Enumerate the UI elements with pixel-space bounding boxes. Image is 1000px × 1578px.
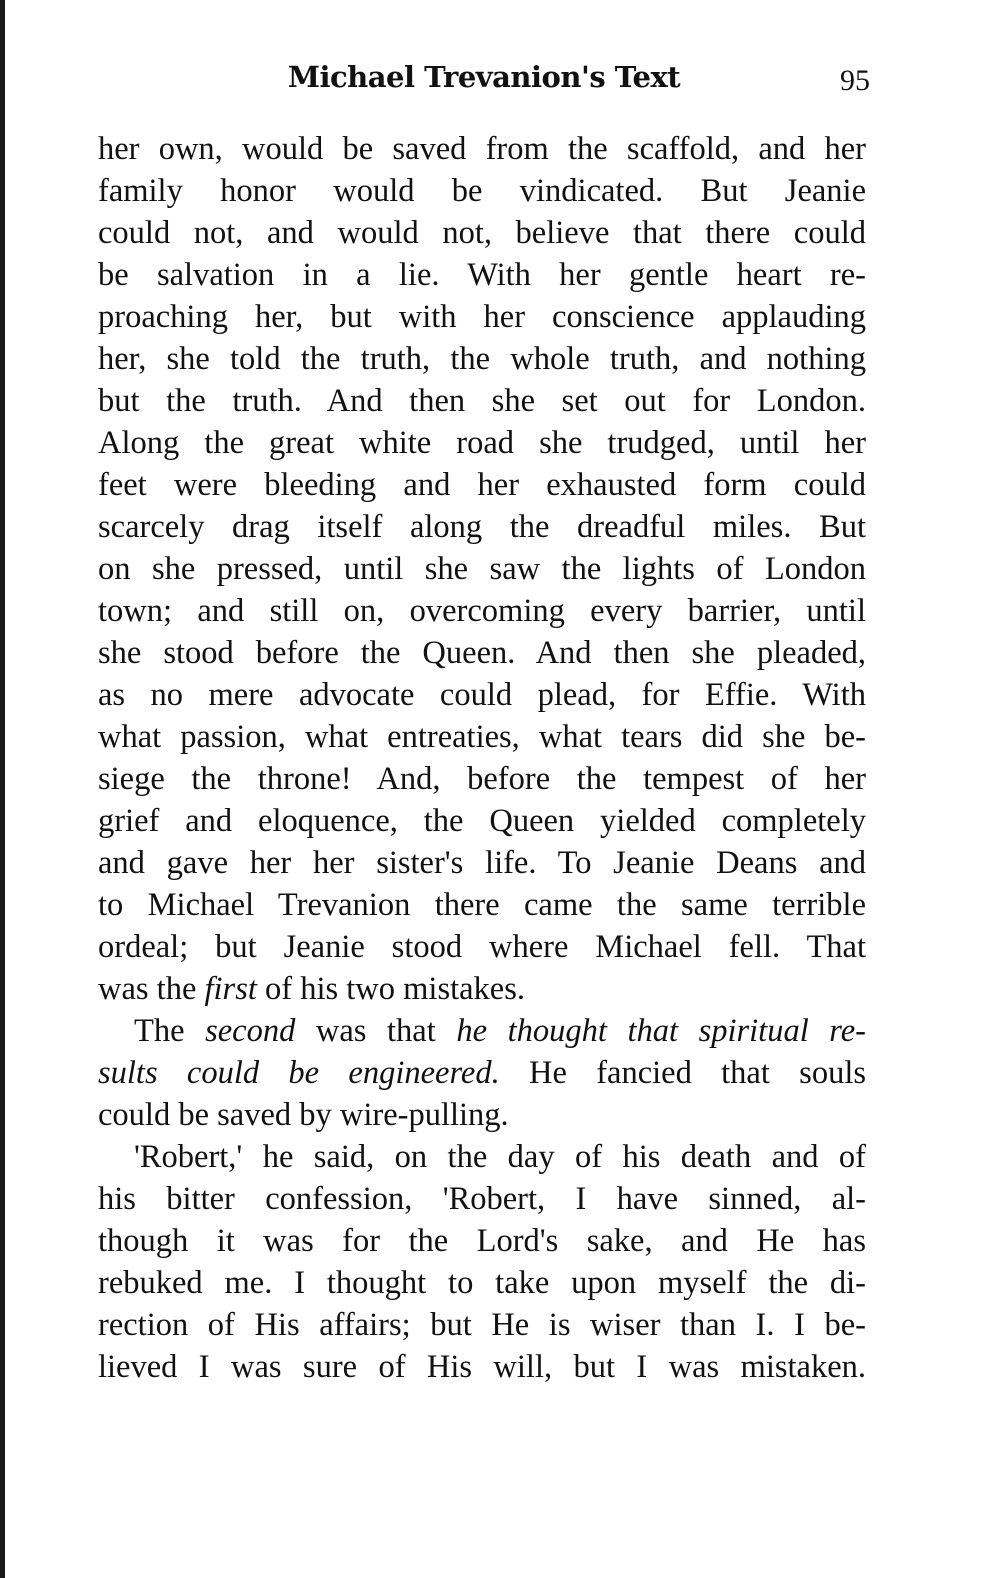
italic-text: sults could be engineered.: [98, 1055, 500, 1091]
text-line: [98, 1178, 866, 1220]
text-line: [98, 422, 866, 464]
text-segment: scarcely drag itself along the dreadful miles. But: [98, 509, 866, 545]
text-segment: be salvation in a lie. With her gentle heart re-: [98, 257, 866, 293]
text-segment: she stood before the Queen. And then she pleaded,: [98, 635, 866, 671]
text-segment: siege the throne! And, before the tempest of her: [98, 761, 866, 797]
text-segment: rection of His affairs; but He is wiser than I. I be-: [98, 1307, 866, 1343]
text-segment: family honor would be vindicated. But Jeanie: [98, 173, 866, 209]
text-segment: town; and still on, overcoming every barrier, until: [98, 593, 866, 629]
text-line: [98, 506, 866, 548]
text-segment: proaching her, but with her conscience applauding: [98, 299, 866, 335]
text-segment: lieved I was sure of His will, but I was mistaken.: [98, 1349, 866, 1385]
text-line: [98, 128, 866, 170]
text-segment: as no mere advocate could plead, for Effie. With: [98, 677, 866, 713]
text-segment: 'Robert,' he said, on the day of his death and of: [134, 1139, 866, 1175]
text-segment: ordeal; but Jeanie stood where Michael fell. That: [98, 929, 866, 965]
running-header: [98, 60, 870, 100]
text-segment: and gave her her sister's life. To Jeanie Deans and: [98, 845, 866, 881]
text-segment: Along the great white road she trudged, until her: [98, 425, 866, 461]
text-segment: rebuked me. I thought to take upon myself the di-: [98, 1265, 866, 1301]
text-line: [98, 884, 866, 926]
text-segment: feet were bleeding and her exhausted form could: [98, 467, 866, 503]
text-segment: though it was for the Lord's sake, and He has: [98, 1223, 866, 1259]
text-line: [98, 380, 866, 422]
text-line: [98, 968, 866, 1010]
italic-text: second: [205, 1013, 296, 1049]
text-segment: grief and eloquence, the Queen yielded completely: [98, 803, 866, 839]
text-line: [98, 674, 866, 716]
text-line: [98, 1052, 866, 1094]
text-line: [98, 1346, 866, 1388]
text-line: [98, 548, 866, 590]
text-line: [98, 170, 866, 212]
binding-edge: [0, 0, 5, 1578]
text-segment: but the truth. And then she set out for London.: [98, 383, 866, 419]
text-segment: on she pressed, until she saw the lights of London: [98, 551, 866, 587]
text-segment: could not, and would not, believe that there could: [98, 215, 866, 251]
text-segment: The: [134, 1013, 206, 1049]
text-line: [98, 464, 866, 506]
text-line: [98, 1010, 866, 1052]
italic-text: he thought that spiritual re-: [456, 1013, 866, 1049]
text-line: [98, 926, 866, 968]
running-title: Michael Trevanion's Text: [287, 60, 681, 94]
text-line: [98, 1304, 866, 1346]
text-segment: her, she told the truth, the whole truth, and nothing: [98, 341, 866, 377]
italic-text: first: [204, 971, 257, 1007]
text-line: [98, 842, 866, 884]
text-segment: could be saved by wire-pulling.: [98, 1097, 509, 1133]
text-segment: He fancied that souls: [499, 1055, 866, 1091]
text-line: [98, 1220, 866, 1262]
text-line: [98, 716, 866, 758]
text-segment: her own, would be saved from the scaffold, and her: [98, 131, 866, 167]
text-segment: to Michael Trevanion there came the same terrible: [98, 887, 866, 923]
text-line: [98, 632, 866, 674]
text-segment: was the: [98, 971, 205, 1007]
body-text: [98, 128, 866, 1388]
text-line: [98, 254, 866, 296]
text-segment: was that: [295, 1013, 457, 1049]
text-segment: his bitter confession, 'Robert, I have sinned, al-: [98, 1181, 866, 1217]
text-line: [98, 296, 866, 338]
text-line: [98, 758, 866, 800]
page-number: 95: [840, 64, 870, 97]
text-segment: what passion, what entreaties, what tears did she be-: [98, 719, 866, 755]
text-line: [98, 212, 866, 254]
text-line: [98, 1094, 866, 1136]
text-line: [98, 338, 866, 380]
text-line: [98, 1262, 866, 1304]
text-line: [98, 800, 866, 842]
text-line: [98, 1136, 866, 1178]
text-line: [98, 590, 866, 632]
text-segment: of his two mistakes.: [256, 971, 525, 1007]
